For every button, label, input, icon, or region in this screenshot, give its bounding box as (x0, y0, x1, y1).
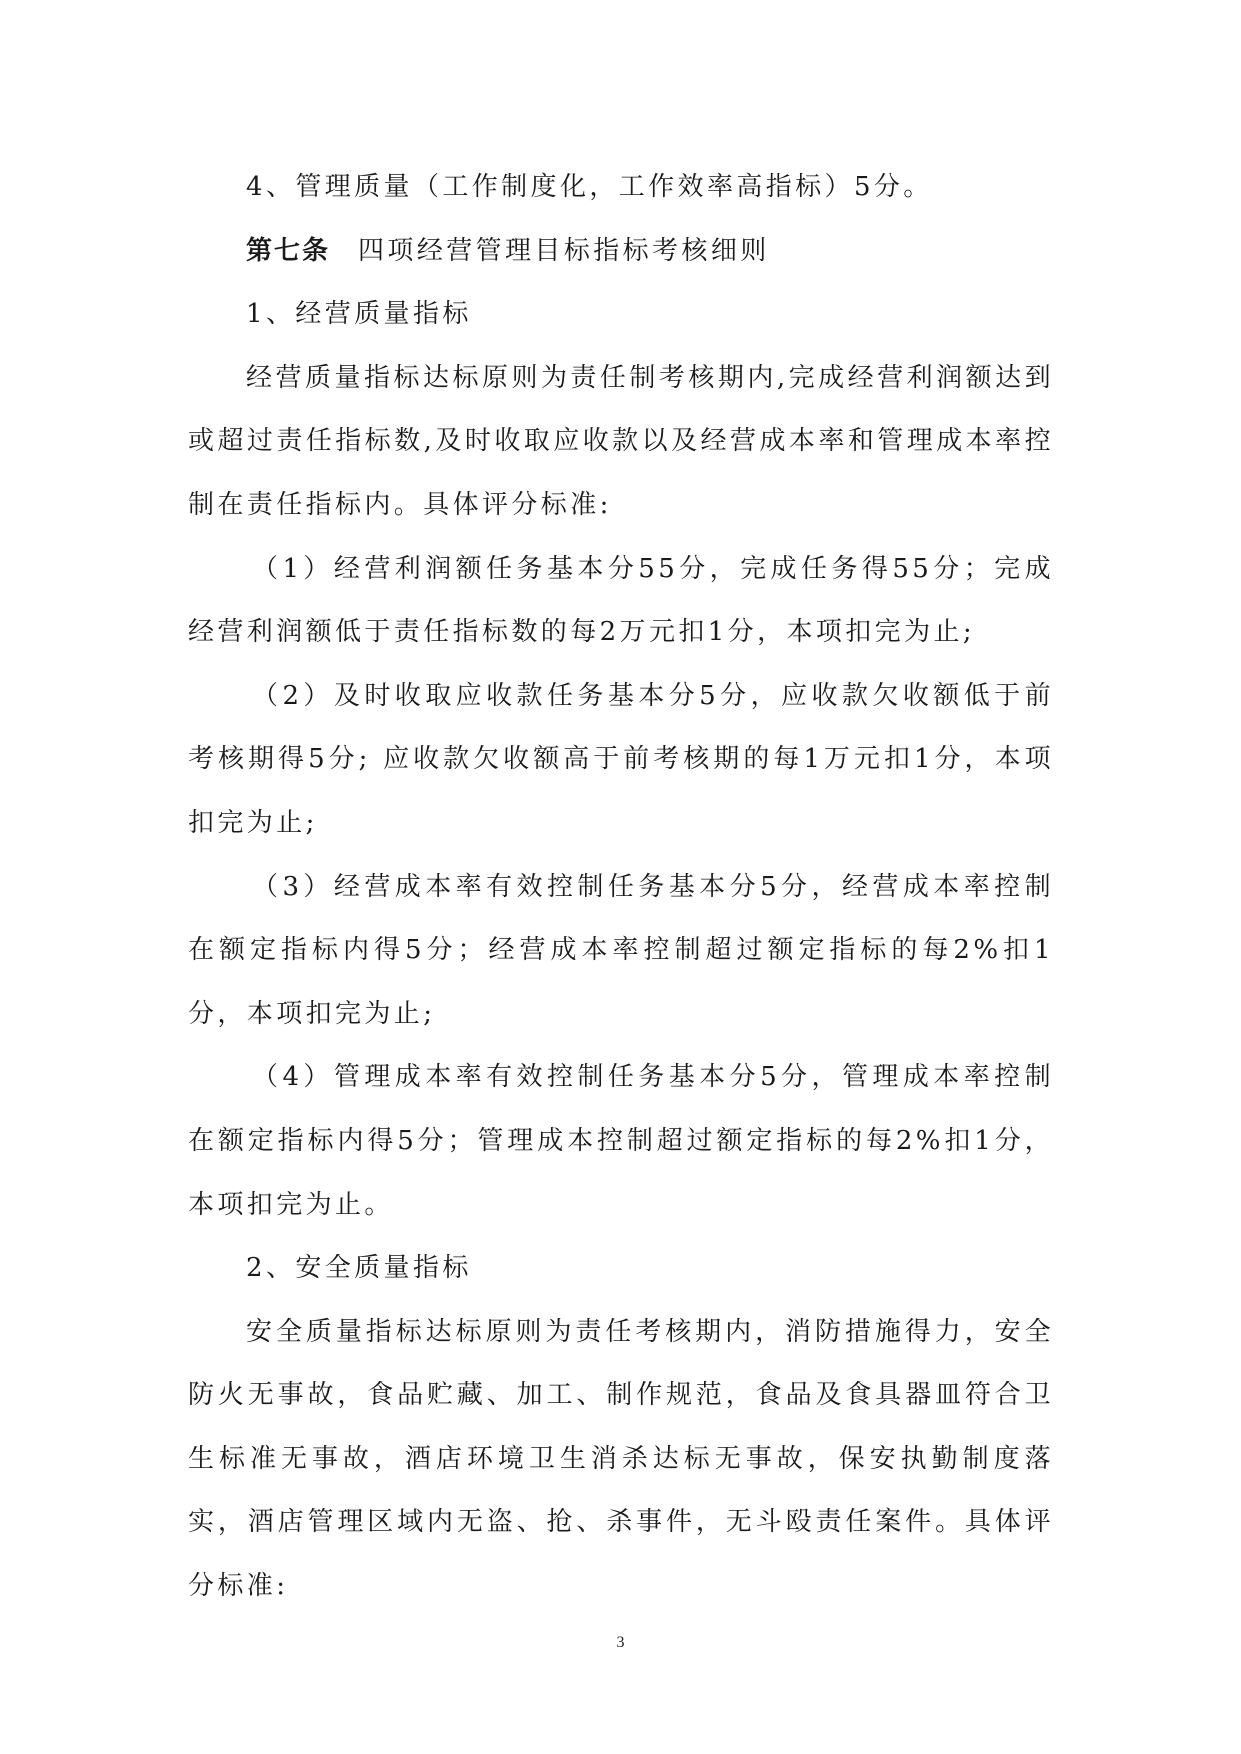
article-title: 第七条 (246, 235, 331, 266)
article-seven (188, 220, 1054, 284)
paragraph-management-quality: 4、管理质量（工作制度化，工作效率高指标）5分。 (246, 172, 933, 202)
list-item-management-cost: （4）管理成本率有效控制任务基本分5分，管理成本率控制在额定指标内得5分；管理成本控制超过额定指标的每2%扣1分，本项扣完为止。 (188, 1062, 1054, 1220)
heading-business-quality: 1、经营质量指标 (246, 299, 472, 330)
list-item-profit: （1）经营利润额任务基本分55分，完成任务得55分；完成经营利润额低于责任指标数的每2万元扣1分，本项扣完为止; (188, 553, 1054, 648)
article-heading-text: 四项经营管理目标指标考核细则 (358, 235, 770, 266)
page-body (188, 156, 1054, 1619)
paragraph-safety-quality-principle: 安全质量指标达标原则为责任考核期内，消防措施得力，安全防火无事故，食品贮藏、加工、制作规范，食品及食具器皿符合卫生标准无事故，酒店环境卫生消杀达标无事故，保安执勤制度落实，酒店管理区域内无盗、抢、杀事件，无斗殴责任案件。具体评分标准: (188, 1316, 1054, 1602)
paragraph-business-quality-principle: 经营质量指标达标原则为责任制考核期内,完成经营利润额达到或超过责任指标数,及时收取应收款以及经营成本率和管理成本率控制在责任指标内。具体评分标准: (188, 362, 1054, 520)
heading-safety-quality: 2、安全质量指标 (246, 1253, 472, 1284)
list-item-receivables: （2）及时收取应收款任务基本分5分，应收款欠收额低于前考核期得5分; 应收款欠收额高于前考核期的每1万元扣1分，本项扣完为止; (188, 680, 1054, 838)
page-number: 3 (616, 1634, 625, 1651)
list-item-operating-cost: （3）经营成本率有效控制任务基本分5分，经营成本率控制在额定指标内得5分；经营成本率控制超过额定指标的每2%扣1分，本项扣完为止; (188, 871, 1054, 1029)
